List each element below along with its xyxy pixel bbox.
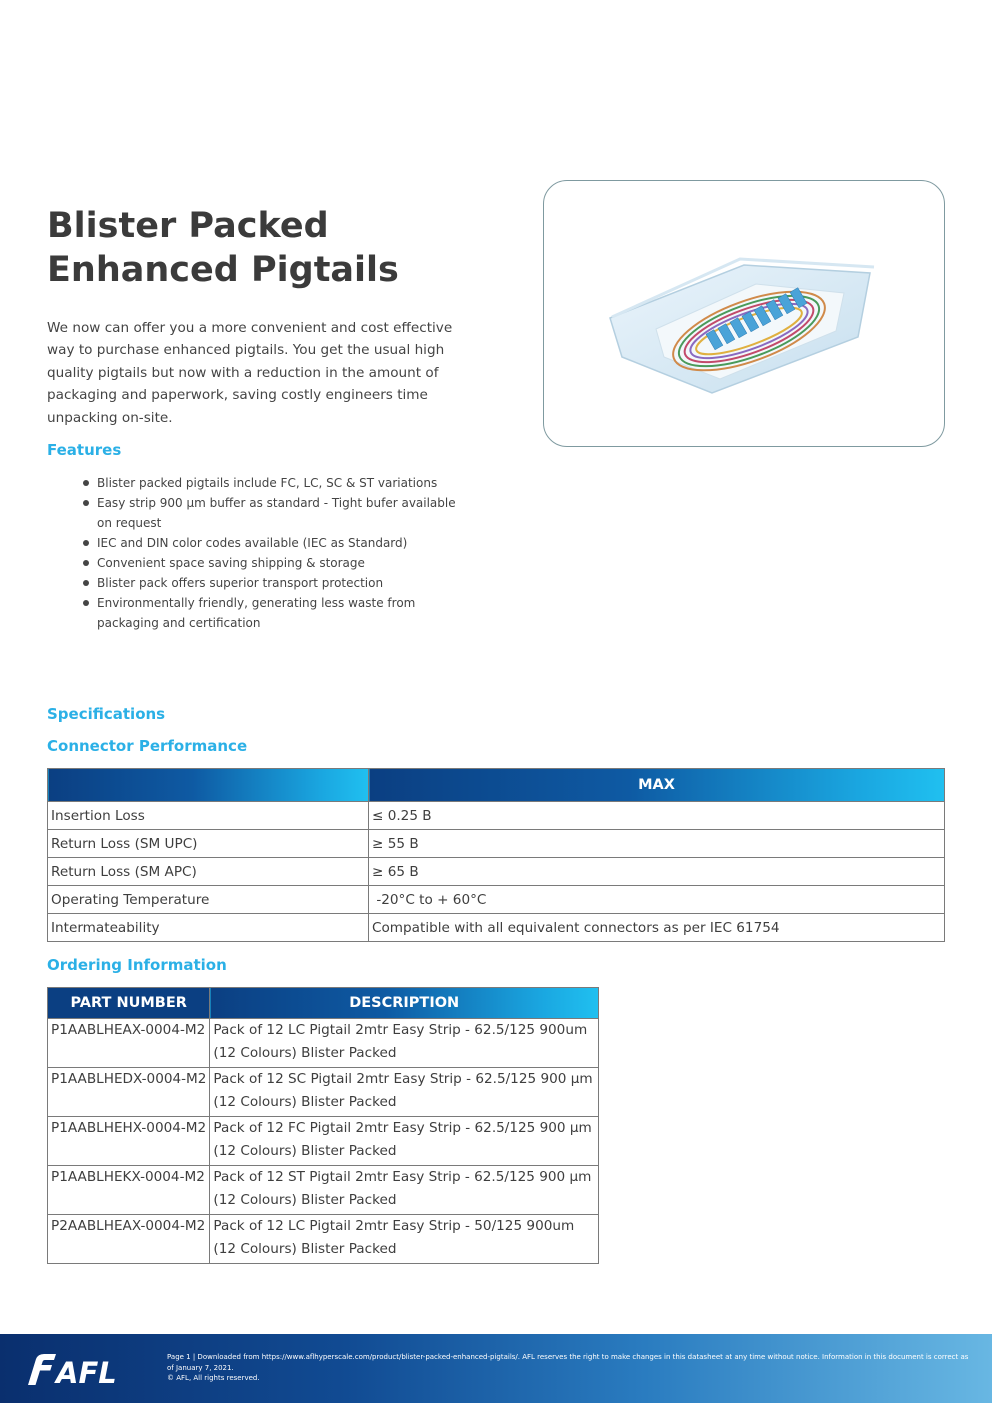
spec-label: Return Loss (SM APC)	[48, 858, 369, 886]
spec-value: ≥ 55 B	[369, 830, 945, 858]
part-description: Pack of 12 LC Pigtail 2mtr Easy Strip - 50/125 900um (12 Colours) Blister Packed	[210, 1215, 599, 1264]
column-header-description: DESCRIPTION	[210, 988, 599, 1019]
feature-item: Blister packed pigtails include FC, LC, SC & ST variations	[80, 473, 460, 493]
spec-label: Intermateability	[48, 914, 369, 942]
intro-paragraph: We now can offer you a more convenient and cost effective way to purchase enhanced pigtails. You get the usual high quality pigtails but now with a reduction in the amount of packaging and paperwork, saving costly engineers time unpacking on-site.	[47, 320, 453, 426]
part-number: P1AABLHEAX-0004-M2	[48, 1019, 210, 1068]
part-description: Pack of 12 ST Pigtail 2mtr Easy Strip - 62.5/125 900 µm (12 Colours) Blister Packed	[210, 1166, 599, 1215]
table-row	[48, 1019, 599, 1068]
feature-item: Blister pack offers superior transport protection	[80, 573, 460, 593]
feature-item: Convenient space saving shipping & storage	[80, 553, 460, 573]
table-row	[48, 1215, 599, 1264]
part-description: Pack of 12 SC Pigtail 2mtr Easy Strip - 62.5/125 900 µm (12 Colours) Blister Packed	[210, 1068, 599, 1117]
spec-value: Compatible with all equivalent connectors as per IEC 61754	[369, 914, 945, 942]
column-header-part-number: PART NUMBER	[48, 988, 210, 1019]
logo-text: AFL	[56, 1356, 117, 1389]
spec-value: ≥ 65 B	[369, 858, 945, 886]
footer-copyright: © AFL, All rights reserved.	[167, 1374, 260, 1382]
part-number: P1AABLHEDX-0004-M2	[48, 1068, 210, 1117]
ordering-table	[47, 987, 599, 1264]
ordering-heading: Ordering Information	[47, 956, 227, 974]
connector-performance-heading: Connector Performance	[47, 737, 248, 755]
part-description: Pack of 12 LC Pigtail 2mtr Easy Strip - 62.5/125 900um (12 Colours) Blister Packed	[210, 1019, 599, 1068]
spec-label: Operating Temperature	[48, 886, 369, 914]
spec-label: Return Loss (SM UPC)	[48, 830, 369, 858]
part-number: P1AABLHEHX-0004-M2	[48, 1117, 210, 1166]
table-row	[48, 858, 945, 886]
table-header-row	[48, 988, 599, 1019]
column-header	[48, 769, 369, 802]
table-row	[48, 830, 945, 858]
specifications-heading: Specifications	[47, 705, 166, 723]
column-header-max: MAX	[369, 769, 945, 802]
table-row	[48, 886, 945, 914]
features-list	[80, 473, 460, 633]
footer-text	[167, 1352, 975, 1384]
spec-label: Insertion Loss	[48, 802, 369, 830]
part-number: P1AABLHEKX-0004-M2	[48, 1166, 210, 1215]
table-header-row	[48, 769, 945, 802]
table-row	[48, 802, 945, 830]
product-image	[543, 180, 945, 447]
feature-item: Environmentally friendly, generating less waste from packaging and certification	[80, 593, 460, 633]
connector-performance-table	[47, 768, 945, 942]
page-footer	[0, 1334, 992, 1403]
blister-pack-illustration	[544, 181, 944, 446]
table-row	[48, 1166, 599, 1215]
part-number: P2AABLHEAX-0004-M2	[48, 1215, 210, 1264]
page-title	[47, 204, 399, 292]
table-row	[48, 1068, 599, 1117]
afl-logo	[26, 1349, 126, 1389]
spec-value: ≤ 0.25 B	[369, 802, 945, 830]
features-heading: Features	[47, 441, 122, 459]
spec-value: -20°C to + 60°C	[369, 886, 945, 914]
title-line-2: Enhanced Pigtails	[47, 250, 399, 290]
footer-disclaimer: Page 1 | Downloaded from https://www.aflhyperscale.com/product/blister-packed-enhanced-pigtails/. AFL reserves the right to make changes in this datasheet at any time without notice. Information in this document is correct as of January 7, 2021.	[167, 1353, 969, 1372]
feature-item: IEC and DIN color codes available (IEC as Standard)	[80, 533, 460, 553]
feature-item: Easy strip 900 µm buffer as standard - Tight bufer available on request	[80, 493, 460, 533]
table-row	[48, 1117, 599, 1166]
table-row	[48, 914, 945, 942]
title-line-1: Blister Packed	[47, 206, 329, 246]
part-description: Pack of 12 FC Pigtail 2mtr Easy Strip - 62.5/125 900 µm (12 Colours) Blister Packed	[210, 1117, 599, 1166]
